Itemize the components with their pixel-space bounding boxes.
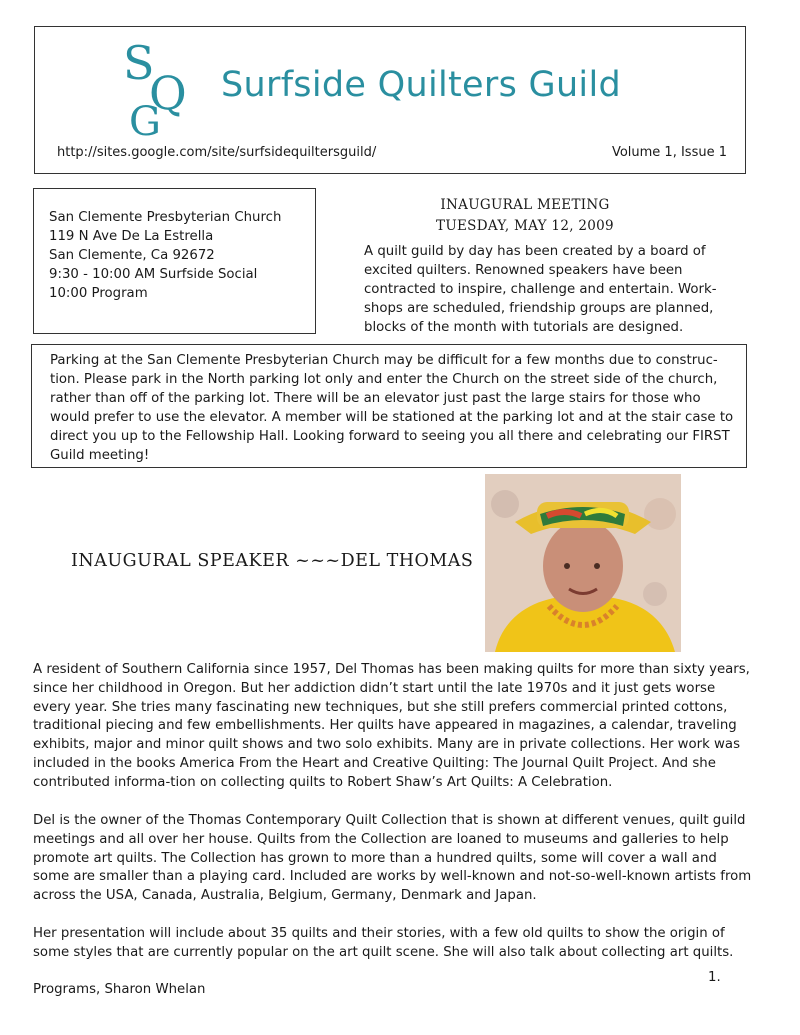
speaker-heading: INAUGURAL SPEAKER ~~~DEL THOMAS — [71, 551, 474, 571]
location-box — [33, 188, 316, 334]
location-details — [49, 208, 281, 303]
location-social-time: 9:30 - 10:00 AM Surfside Social — [49, 267, 258, 282]
guild-logo-icon — [119, 37, 201, 137]
guild-name: Surfside Quilters Guild — [221, 65, 622, 105]
speaker-bio-paragraph: A resident of Southern California since 1957, Del Thomas has been making quilts for more than sixty years, since her childhood in Oregon. But her addiction didn’t start until the late 1970s and it just gets worse every year. She tries many fascinating new techniques, but she still prefers commercial printed cottons, traditional piecing and few embellishments. Her quilts have appeared in magazines, a calendar, traveling exhibits, major and minor quilt shows and two solo exhibits. Many are in private collections. Her work was included in the books America From the Heart and Creative Quilting: The Journal Quilt Project. And she contributed informa-tion on collecting quilts to Robert Shaw’s Art Quilts: A Celebration. — [33, 662, 750, 790]
location-program-time: 10:00 Program — [49, 286, 148, 301]
meeting-description: A quilt guild by day has been created by a board of excited quilters. Renowned speakers have been contracted to inspire, challenge and entertain. Work-shops are scheduled, friendship groups are planned, blocks of the month with tutorials are designed. — [364, 244, 717, 335]
page-number: 1. — [708, 970, 721, 985]
logo-letter-s: S — [123, 37, 155, 90]
speaker-portrait-image — [485, 474, 681, 652]
location-church: San Clemente Presbyterian Church — [49, 210, 282, 225]
meeting-date: TUESDAY, MAY 12, 2009 — [436, 218, 614, 234]
location-street: 119 N Ave De La Estrella — [49, 229, 214, 244]
location-city: San Clemente, Ca 92672 — [49, 248, 215, 263]
speaker-presentation-paragraph: Her presentation will include about 35 quilts and their stories, with a few old quilts to show the origin of some styles that are currently popular on the art quilt scene. She will also talk about collecting art quilts. — [33, 926, 734, 960]
parking-notice-box — [31, 344, 747, 468]
logo-letter-g: G — [129, 99, 161, 137]
speaker-photo — [485, 474, 681, 652]
meeting-heading — [420, 195, 630, 237]
meeting-title: INAUGURAL MEETING — [440, 197, 610, 213]
signature: Programs, Sharon Whelan — [33, 982, 206, 997]
site-url-link[interactable]: http://sites.google.com/site/surfsidequiltersguild/ — [57, 145, 377, 160]
masthead — [34, 26, 746, 174]
logo-letter-q: Q — [149, 66, 187, 120]
speaker-collection-paragraph: Del is the owner of the Thomas Contemporary Quilt Collection that is shown at different venues, quilt guild meetings and all over her house. Quilts from the Collection are loaned to museums and galleries to help promote art quilts. The Collection has grown to more than a hundred quilts, some will cover a wall and some are smaller than a playing card. Included are works by well-known and not-so-well-known artists from across the USA, Canada, Australia, Belgium, Germany, Denmark and Japan. — [33, 813, 752, 904]
volume-issue: Volume 1, Issue 1 — [611, 145, 727, 160]
parking-notice-text: Parking at the San Clemente Presbyterian Church may be difficult for a few months due to construc-tion. Please park in the North parking lot only and enter the Church on the street side of the church, rather than off of the parking lot. There will be an elevator just past the large stairs for those who would prefer to use the elevator. A member will be stationed at the parking lot and at the stair case to direct you up to the Fellowship Hall. Looking forward to seeing you all there and celebrating our FIRST Guild meeting! — [50, 353, 734, 463]
